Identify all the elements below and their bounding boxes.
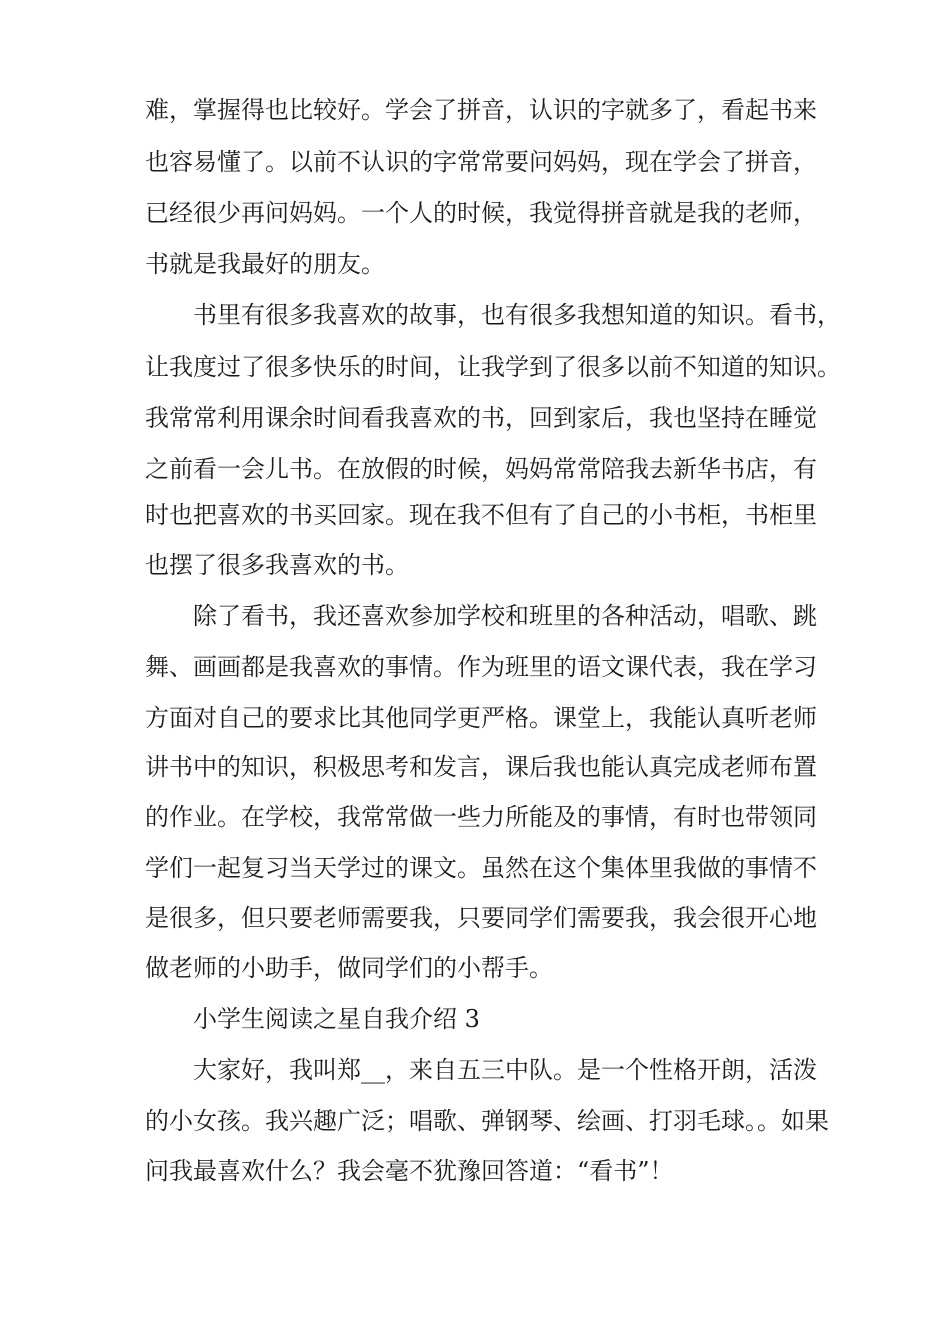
paragraph-2-line: 也摆了很多我喜欢的书。 (145, 551, 409, 579)
paragraph-3-line: 是很多，但只要老师需要我，只要同学们需要我，我会很开心地 (145, 904, 817, 932)
paragraph-2-line: 我常常利用课余时间看我喜欢的书，回到家后，我也坚持在睡觉 (145, 404, 817, 432)
paragraph-1-line: 难，掌握得也比较好。学会了拼音，认识的字就多了，看起书来 (145, 96, 817, 124)
paragraph-1-line: 也容易懂了。以前不认识的字常常要问妈妈，现在学会了拼音， (145, 148, 817, 176)
paragraph-2-line: 让我度过了很多快乐的时间，让我学到了很多以前不知道的知识。 (145, 353, 841, 381)
paragraph-3-line: 讲书中的知识，积极思考和发言，课后我也能认真完成老师布置 (145, 753, 817, 781)
paragraph-3-line: 方面对自己的要求比其他同学更严格。课堂上，我能认真听老师 (145, 704, 817, 732)
paragraph-3-line: 舞、画画都是我喜欢的事情。作为班里的语文课代表，我在学习 (145, 653, 817, 681)
section-heading: 小学生阅读之星自我介绍 3 (193, 1005, 480, 1033)
paragraph-2-line: 之前看一会儿书。在放假的时候，妈妈常常陪我去新华书店，有 (145, 455, 817, 483)
paragraph-2-line: 书里有很多我喜欢的故事，也有很多我想知道的知识。看书， (193, 301, 841, 329)
paragraph-3-line: 除了看书，我还喜欢参加学校和班里的各种活动，唱歌、跳 (193, 602, 817, 630)
paragraph-4-line: 问我最喜欢什么？我会毫不犹豫回答道：“看书”！ (145, 1157, 674, 1185)
paragraph-1-line: 书就是我最好的朋友。 (145, 250, 385, 278)
paragraph-3-line: 做老师的小助手，做同学们的小帮手。 (145, 954, 553, 982)
paragraph-4-line: 的小女孩。我兴趣广泛；唱歌、弹钢琴、绘画、打羽毛球。。如果 (145, 1107, 829, 1135)
paragraph-1-line: 已经很少再问妈妈。一个人的时候，我觉得拼音就是我的老师， (145, 199, 817, 227)
paragraph-4-line: 大家好，我叫郑__，来自五三中队。是一个性格开朗，活泼 (193, 1056, 817, 1084)
paragraph-3-line: 的作业。在学校，我常常做一些力所能及的事情，有时也带领同 (145, 803, 817, 831)
paragraph-3-line: 学们一起复习当天学过的课文。虽然在这个集体里我做的事情不 (145, 854, 817, 882)
paragraph-2-line: 时也把喜欢的书买回家。现在我不但有了自己的小书柜，书柜里 (145, 501, 817, 529)
